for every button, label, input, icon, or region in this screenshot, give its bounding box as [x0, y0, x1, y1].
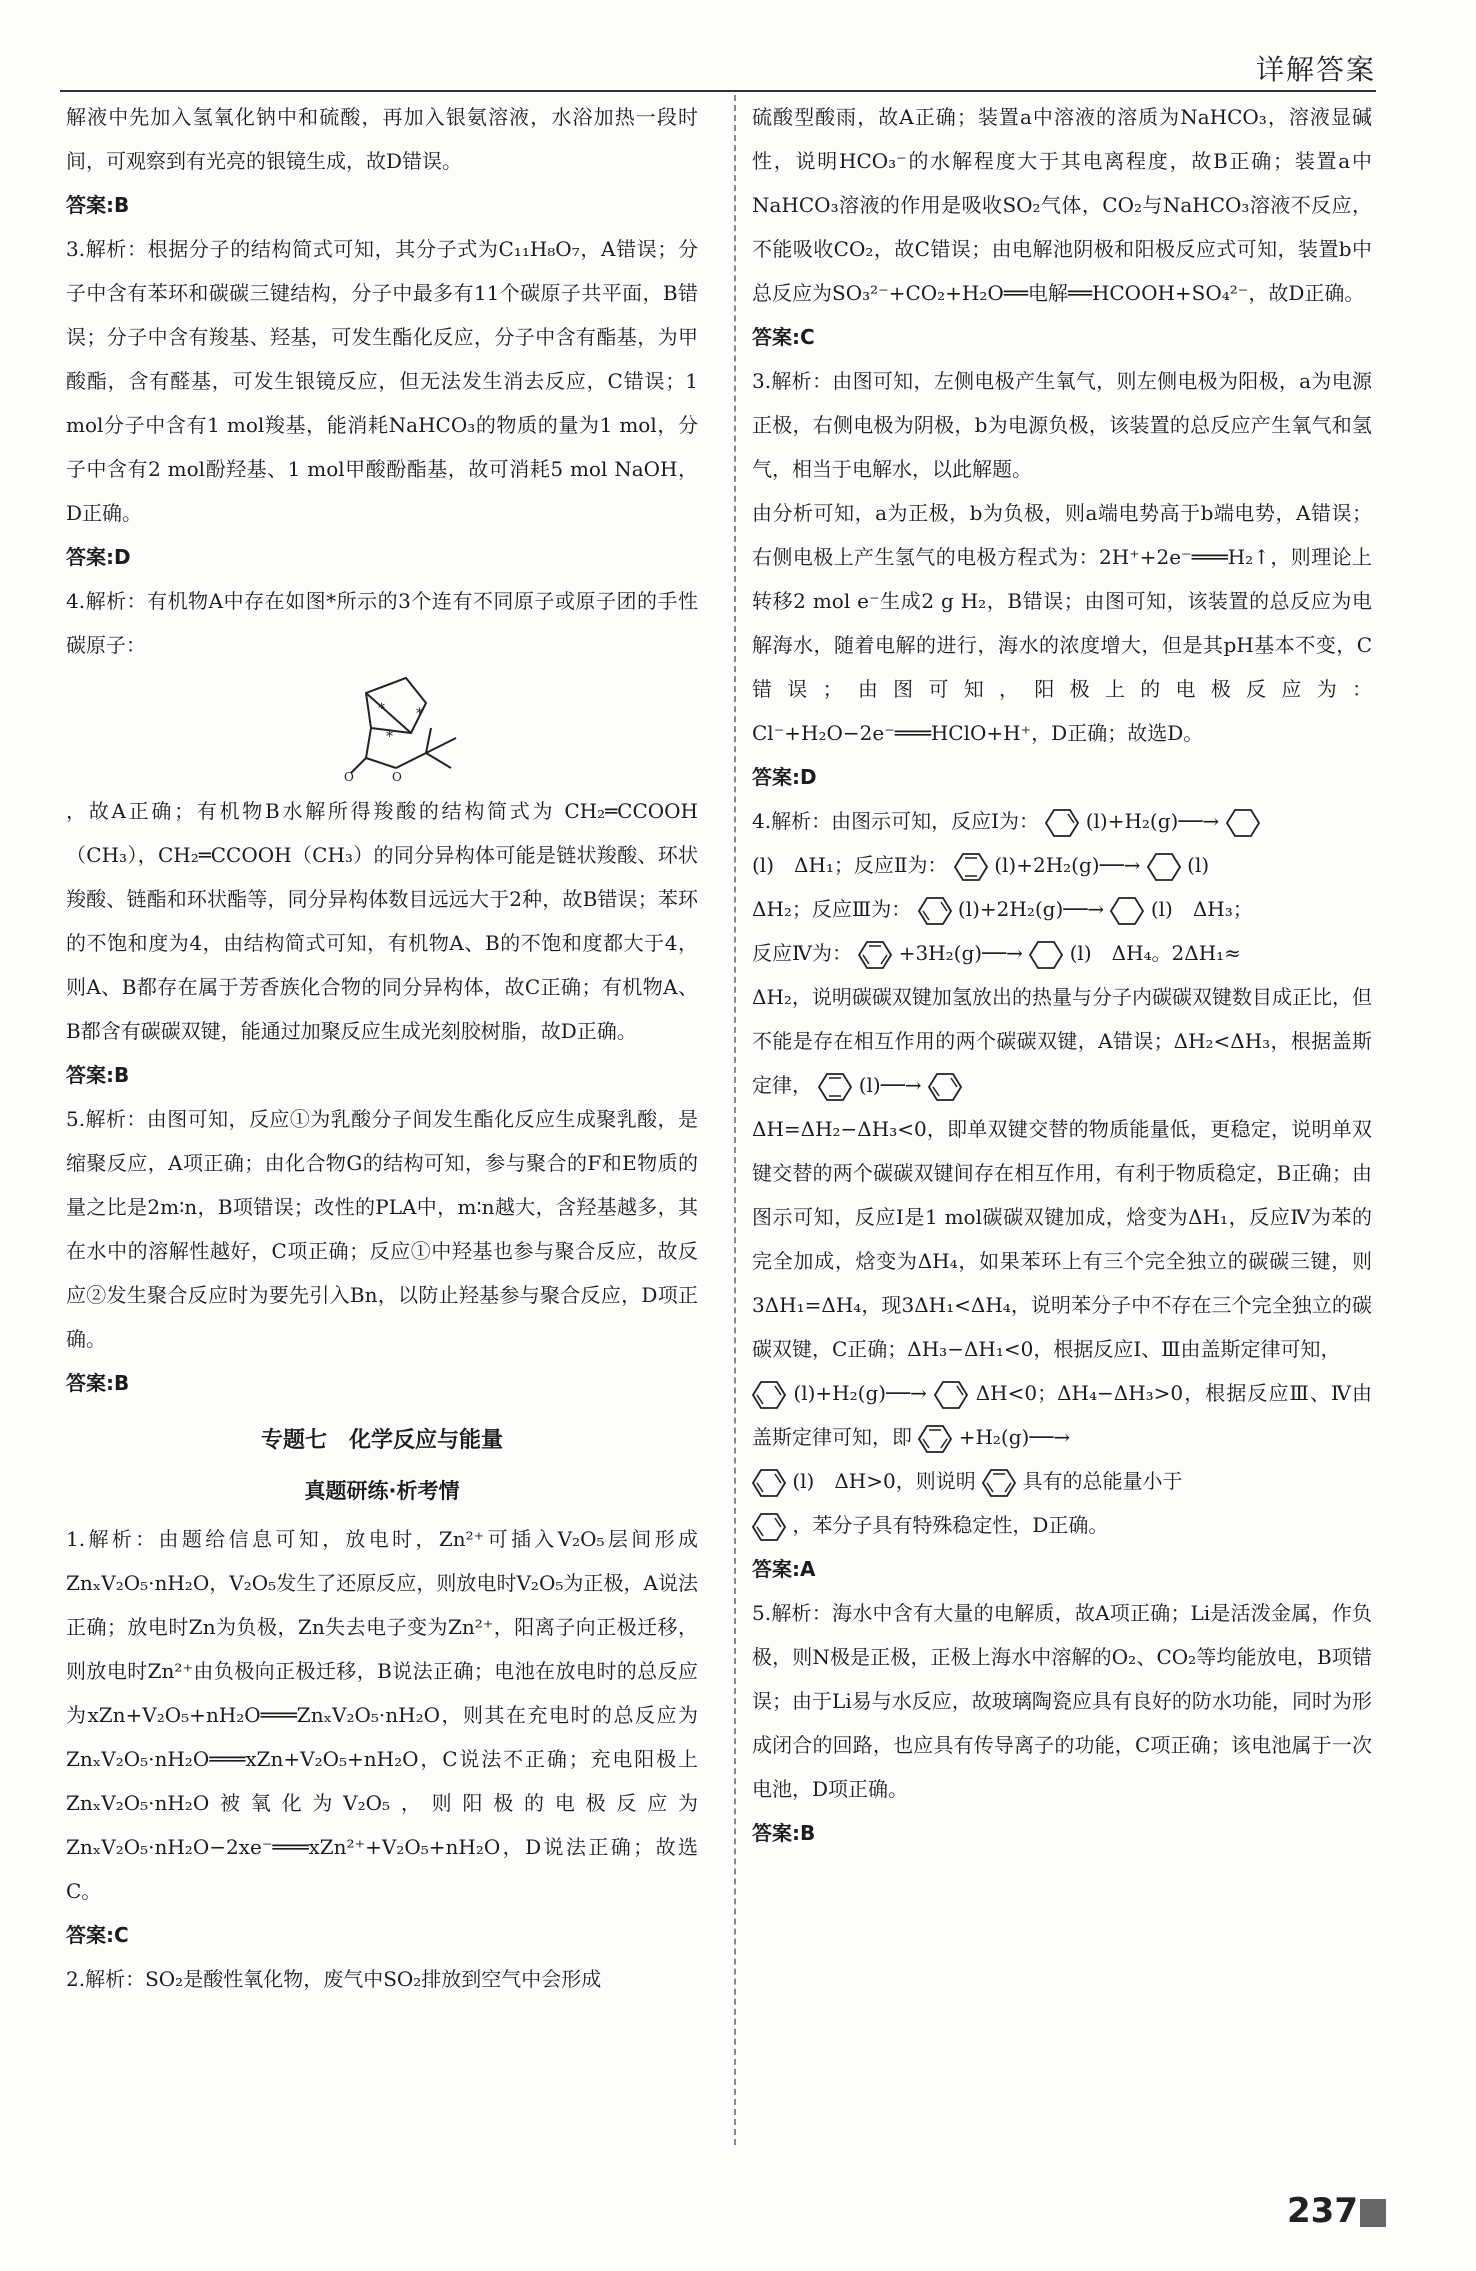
answer: 答案:D [752, 765, 817, 789]
exercise-4-line4: 反应Ⅳ为： +3H₂(g)──→ (l) ΔH₄。2ΔH₁≈ [752, 931, 1372, 975]
answer: 答案:B [66, 193, 130, 217]
svg-text:O: O [392, 770, 402, 783]
cyclohexadiene-icon [752, 1380, 786, 1410]
solution-4-intro: 4.解析：有机物A中存在如图*所示的3个连有不同原子或原子团的手性碳原子： [66, 589, 698, 657]
conjugated-diene-icon [818, 1072, 852, 1102]
answer: 答案:B [66, 1063, 130, 1087]
page-corner-tab [1360, 2199, 1386, 2227]
paragraph: 解液中先加入氢氧化钠中和硫酸，再加入银氨溶液，水浴加热一段时间，可观察到有光亮的银镜生成，故D错误。 [66, 105, 698, 173]
conjugated-diene-icon [954, 852, 988, 882]
exercise-3-analysis: 由分析可知，a为正极，b为负极，则a端电势高于b端电势，A错误；右侧电极上产生氢气的电极方程式为：2H⁺+2e⁻═══H₂↑，则理论上转移2 mol e⁻生成2 g H₂，B错误；由图可知，该装置的总反应为电解海水，随着电解的进行，海水的浓度增大，但是其pH基本不变，C错误；由图可知，阳极上的电极反应为：Cl⁻+H₂O−2e⁻═══HClO+H⁺，D正确；故选D。 [752, 501, 1372, 745]
answer: 答案:C [66, 1923, 129, 1947]
exercise-4-line5: ΔH₂，说明碳碳双键加氢放出的热量与分子内碳碳双键数目成正比，但不能是存在相互作用的两个碳碳双键，A错误；ΔH₂<ΔH₃，根据盖斯定律， (l)──→ [752, 975, 1372, 1107]
right-column [752, 95, 1372, 1855]
benzene-icon [918, 1424, 952, 1454]
cyclohexadiene-icon [918, 896, 952, 926]
cyclohexadiene-icon [752, 1468, 786, 1498]
cyclohexadiene-icon [928, 1072, 962, 1102]
exercise-4-line9: ，苯分子具有特殊稳定性，D正确。 [752, 1503, 1372, 1547]
answer: 答案:C [752, 325, 815, 349]
chiral-molecule-structure [326, 673, 486, 783]
answer: 答案:A [752, 1557, 816, 1581]
answer: 答案:B [752, 1821, 816, 1845]
cyclohexane-icon [1226, 808, 1260, 838]
svg-text:*: * [386, 729, 393, 745]
benzene-icon [858, 940, 892, 970]
benzene-icon [982, 1468, 1016, 1498]
exercise-2-cont: 硫酸型酸雨，故A正确；装置a中溶液的溶质为NaHCO₃，溶液显碱性，说明HCO₃⁻的水解程度大于其电离程度，故B正确；装置a中NaHCO₃溶液的作用是吸收SO₂气体，CO₂与NaHCO₃溶液不反应，不能吸收CO₂，故C错误；由电解池阴极和阳极反应式可知，装置b中总反应为SO₃²⁻+CO₂+H₂O══电解══HCOOH+SO₄²⁻，故D正确。 [752, 105, 1372, 305]
solution-4-body: ，故A正确；有机物B水解所得羧酸的结构简式为 CH₂═CCOOH（CH₃），CH₂═CCOOH（CH₃）的同分异构体可能是链状羧酸、环状羧酸、链酯和环状酯等，同分异构体数目远远大于2种，故B错误；苯环的不饱和度为4，由结构简式可知，有机物A、B的不饱和度都大于4，则A、B都存在属于芳香族化合物的同分异构体，故C正确；有机物A、B都含有碳碳双键，能通过加聚反应生成光刻胶树脂，故D正确。 [66, 799, 698, 1043]
exercise-5: 5.解析：海水中含有大量的电解质，故A项正确；Li是活泼金属，作负极，则N极是正极，正极上海水中溶解的O₂、CO₂等均能放电，B项错误；由于Li易与水反应，故玻璃陶瓷应具有良好的防水功能，同时为形成闭合的回路，也应具有传导离子的功能，C项正确；该电池属于一次电池，D项正确。 [752, 1601, 1372, 1801]
exercise-4-line1: 4.解析：由图示可知，反应Ⅰ为： (l)+H₂(g)──→ [752, 799, 1372, 843]
exercise-2-start: 2.解析：SO₂是酸性氧化物，废气中SO₂排放到空气中会形成 [66, 1967, 602, 1991]
cyclohexane-icon [1029, 940, 1063, 970]
cyclohexane-icon [1147, 852, 1181, 882]
svg-text:*: * [378, 701, 385, 717]
page-header: 详解答案 [1255, 53, 1376, 86]
cyclohexene-icon [934, 1380, 968, 1410]
column-divider [734, 95, 736, 2145]
exercise-3: 3.解析：由图可知，左侧电极产生氧气，则左侧电极为阳极，a为电源正极，右侧电极为阴极，b为电源负极，该装置的总反应产生氧气和氢气，相当于电解水，以此解题。 [752, 369, 1372, 481]
subsection-title: 真题研练·析考情 [304, 1479, 460, 1503]
exercise-4-line6: ΔH=ΔH₂−ΔH₃<0，即单双键交替的物质能量低，更稳定，说明单双键交替的两个碳碳双键间存在相互作用，有利于物质稳定，B正确；由图示可知，反应Ⅰ是1 mol碳碳双键加成，焓变为ΔH₁，反应Ⅳ为苯的完全加成，焓变为ΔH₄，如果苯环上有三个完全独立的碳碳三键，则3ΔH₁=ΔH₄，现3ΔH₁<ΔH₄，说明苯分子中不存在三个完全独立的碳碳双键，C正确；ΔH₃−ΔH₁<0，根据反应Ⅰ、Ⅲ由盖斯定律可知， [752, 1117, 1372, 1361]
cyclohexadiene-icon [752, 1512, 786, 1542]
svg-text:*: * [416, 706, 423, 722]
page-number: 237 [1287, 2191, 1358, 2231]
exercise-1: 1.解析：由题给信息可知，放电时，Zn²⁺可插入V₂O₅层间形成ZnₓV₂O₅·nH₂O，V₂O₅发生了还原反应，则放电时V₂O₅为正极，A说法正确；放电时Zn为负极，Zn失去电子变为Zn²⁺，阳离子向正极迁移，则放电时Zn²⁺由负极向正极迁移，B说法正确；电池在放电时的总反应为xZn+V₂O₅+nH₂O═══ZnₓV₂O₅·nH₂O，则其在充电时的总反应为ZnₓV₂O₅·nH₂O═══xZn+V₂O₅+nH₂O，C说法不正确；充电阳极上ZnₓV₂O₅·nH₂O被氧化为V₂O₅，则阳极的电极反应为ZnₓV₂O₅·nH₂O−2xe⁻═══xZn²⁺+V₂O₅+nH₂O，D说法正确；故选C。 [66, 1527, 698, 1903]
section-title: 专题七 化学反应与能量 [260, 1428, 503, 1453]
svg-text:O: O [344, 770, 354, 783]
exercise-4-line2: (l) ΔH₁；反应Ⅱ为： (l)+2H₂(g)──→ (l) [752, 843, 1372, 887]
solution-5: 5.解析：由图可知，反应①为乳酸分子间发生酯化反应生成聚乳酸，是缩聚反应，A项正确；由化合物G的结构可知，参与聚合的F和E物质的量之比是2m∶n，B项错误；改性的PLA中，m∶n越大，含羟基越多，其在水中的溶解性越好，C项正确；反应①中羟基也参与聚合反应，故反应②发生聚合反应时为要先引入Bn，以防止羟基参与聚合反应，D项正确。 [66, 1107, 698, 1351]
cyclohexene-icon [1045, 808, 1079, 838]
answer: 答案:D [66, 545, 131, 569]
exercise-4-line3: ΔH₂；反应Ⅲ为： (l)+2H₂(g)──→ (l) ΔH₃； [752, 887, 1372, 931]
header-rule [60, 90, 1376, 92]
answer: 答案:B [66, 1371, 130, 1395]
exercise-4-line8: (l) ΔH>0，则说明 具有的总能量小于 [752, 1459, 1372, 1503]
solution-3: 3.解析：根据分子的结构简式可知，其分子式为C₁₁H₈O₇，A错误；分子中含有苯环和碳碳三键结构，分子中最多有11个碳原子共平面，B错误；分子中含有羧基、羟基，可发生酯化反应，分子中含有酯基，为甲酸酯，含有醛基，可发生银镜反应，但无法发生消去反应，C错误；1 mol分子中含有1 mol羧基，能消耗NaHCO₃的物质的量为1 mol，分子中含有2 mol酚羟基、1 mol甲酸酚酯基，故可消耗5 mol NaOH，D正确。 [66, 237, 698, 525]
cyclohexane-icon [1110, 896, 1144, 926]
left-column [66, 95, 698, 2001]
exercise-4-line7: (l)+H₂(g)──→ ΔH<0；ΔH₄−ΔH₃>0，根据反应Ⅲ、Ⅳ由盖斯定律可知，即 +H₂(g)──→ [752, 1371, 1372, 1459]
